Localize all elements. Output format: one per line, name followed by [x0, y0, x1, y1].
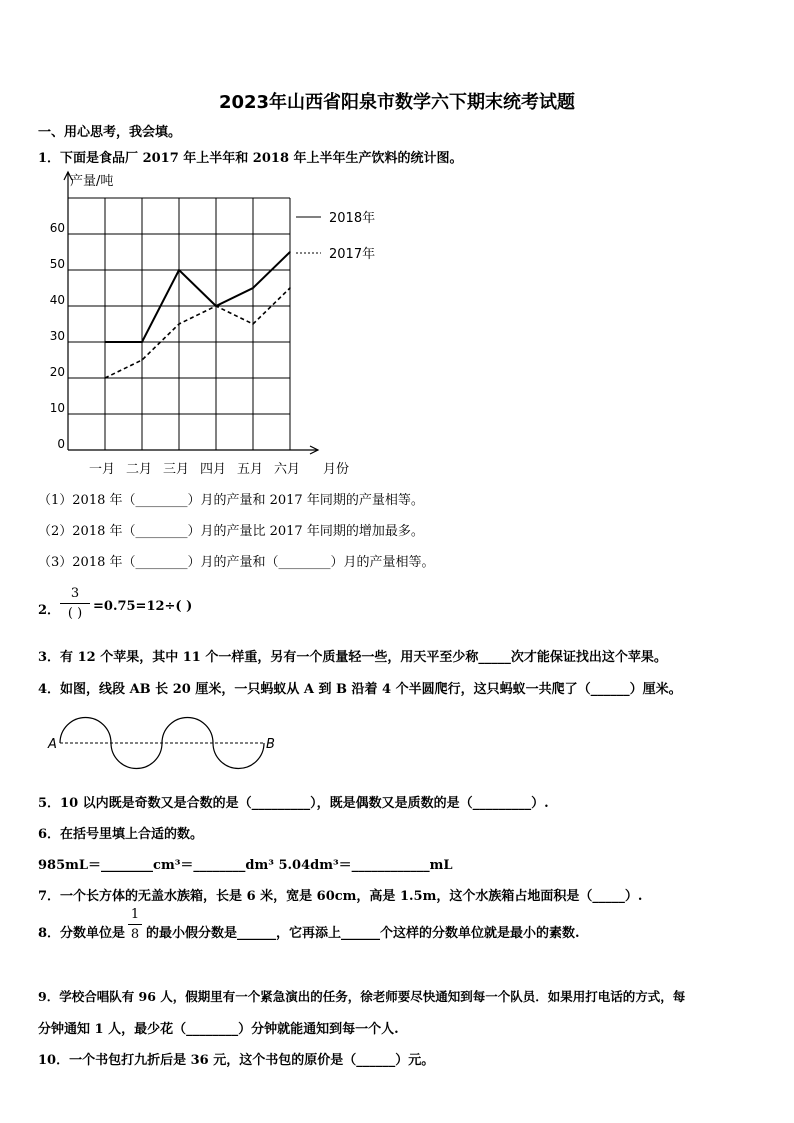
fraction-denominator: 8: [130, 927, 140, 942]
question-6-blanks: 985mL＝________cm³＝________dm³ 5.04dm³＝____________mL: [38, 858, 453, 873]
data-point: [289, 287, 291, 289]
data-point: [104, 341, 106, 343]
question-5: 5．10 以内既是奇数又是合数的是（_________），既是偶数又是质数的是（_________）.: [38, 796, 549, 811]
question-1-sub-2: （2）2018 年（________）月的产量比 2017 年同期的增加最多。: [38, 524, 424, 539]
x-tick-label: 六月: [273, 462, 301, 477]
x-tick-label: 二月: [125, 462, 153, 477]
y-tick-label: 40: [49, 293, 65, 307]
y-axis-label: 产量/吨: [70, 174, 114, 189]
data-point: [141, 341, 143, 343]
question-8-prefix: 8．分数单位是: [38, 926, 126, 941]
question-1: 1．下面是食品厂 2017 年上半年和 2018 年上半年生产饮料的统计图。: [38, 151, 463, 166]
question-1-sub-3: （3）2018 年（________）月的产量和（________）月的产量相等。: [38, 555, 435, 570]
question-8-fraction: [128, 907, 142, 942]
data-point: [252, 287, 254, 289]
series-line-2018年: [105, 252, 290, 342]
line-chart: [40, 168, 390, 480]
y-tick-label: 10: [49, 401, 65, 415]
x-tick-labels: [89, 462, 300, 477]
data-point: [289, 251, 291, 253]
data-point: [252, 323, 254, 325]
y-tick-label: 0: [57, 437, 65, 451]
y-tick-label: 30: [49, 329, 65, 343]
chart-axes: [64, 172, 318, 454]
question-8-rest: 的最小假分数是______，它再添上______个这样的分数单位就是最小的素数.: [146, 926, 580, 941]
question-2-rest: =0.75=12÷( ): [93, 599, 193, 614]
y-tick-labels: [50, 221, 65, 451]
x-tick-label: 四月: [199, 462, 227, 477]
y-tick-label: 60: [49, 221, 65, 235]
x-axis-label: 月份: [323, 462, 350, 477]
x-tick-label: 五月: [236, 462, 264, 477]
data-point: [178, 269, 180, 271]
x-tick-label: 三月: [162, 462, 190, 477]
semicircle-figure: [44, 712, 284, 774]
question-9-line-1: 9．学校合唱队有 96 人，假期里有一个紧急演出的任务，徐老师要尽快通知到每一个队员．如果用打电话的方式，每: [38, 989, 686, 1004]
legend-label: 2017年: [329, 247, 376, 262]
question-1-sub-1: （1）2018 年（________）月的产量和 2017 年同期的产量相等。: [38, 493, 424, 508]
point-a-label: A: [48, 737, 57, 752]
question-10: 10．一个书包打九折后是 36 元，这个书包的原价是（______）元。: [38, 1053, 435, 1068]
data-point: [104, 377, 106, 379]
chart-legend: [296, 210, 375, 262]
fraction-denominator: ( ): [67, 606, 83, 621]
data-point: [141, 359, 143, 361]
fraction-bar: [128, 924, 142, 925]
y-tick-label: 20: [49, 365, 65, 379]
x-tick-label: 一月: [88, 462, 116, 477]
data-point: [178, 323, 180, 325]
y-tick-label: 50: [49, 257, 65, 271]
legend-label: 2018年: [329, 211, 376, 226]
fraction-bar: [60, 603, 90, 604]
question-2-prefix: 2．: [38, 603, 61, 618]
page-title: 2023年山西省阳泉市数学六下期末统考试题: [218, 92, 576, 113]
fraction-numerator: 3: [70, 586, 80, 601]
question-6: 6．在括号里填上合适的数。: [38, 827, 204, 842]
section-heading: 一、用心思考，我会填。: [38, 125, 182, 140]
data-point: [215, 305, 217, 307]
point-b-label: B: [266, 737, 275, 752]
question-7: 7．一个长方体的无盖水族箱，长是 6 米，宽是 60cm，高是 1.5m，这个水族箱占地面积是（_____）.: [38, 889, 643, 904]
question-9-line-2: 分钟通知 1 人，最少花（________）分钟就能通知到每一个人.: [38, 1022, 399, 1037]
question-4: 4．如图，线段 AB 长 20 厘米，一只蚂蚁从 A 到 B 沿着 4 个半圆爬行，这只蚂蚁一共爬了（______）厘米。: [38, 682, 682, 697]
question-2-fraction: [60, 586, 90, 621]
series-line-2017年: [105, 288, 290, 378]
question-3: 3．有 12 个苹果，其中 11 个一样重，另有一个质量轻一些，用天平至少称_____次才能保证找出这个苹果。: [38, 650, 667, 665]
fraction-numerator: 1: [130, 907, 140, 922]
